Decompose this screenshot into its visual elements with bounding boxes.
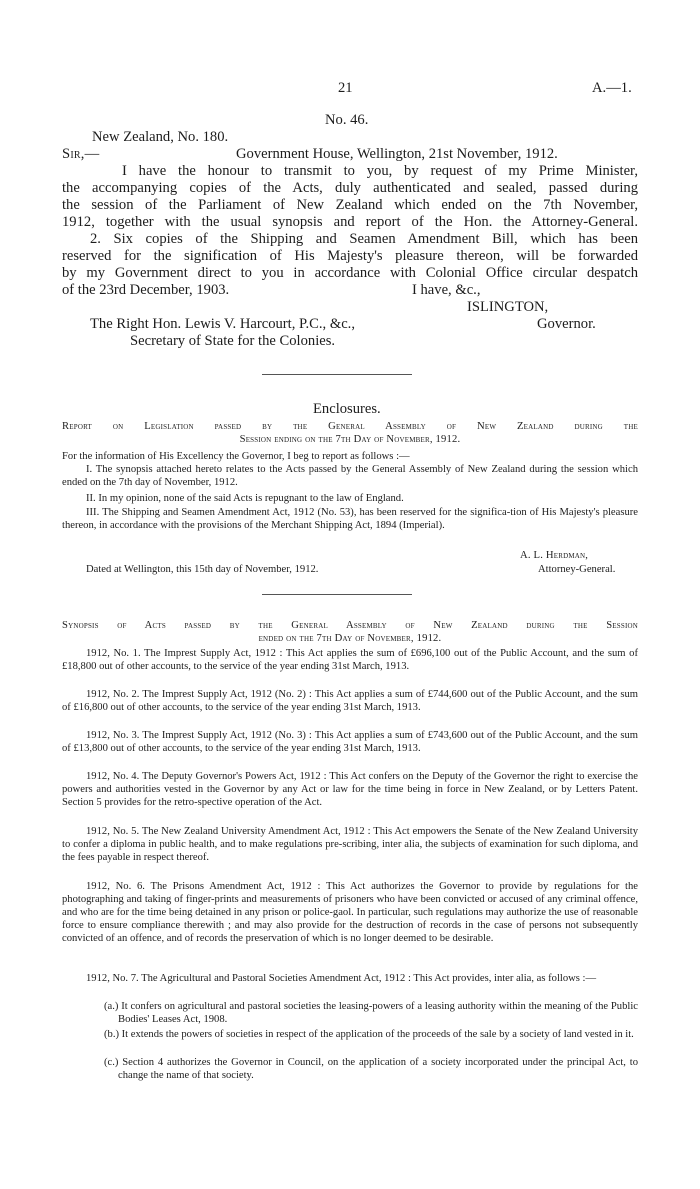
page-number: 21 (338, 80, 353, 96)
letter-addressee: The Right Hon. Lewis V. Harcourt, P.C., &c., (90, 316, 355, 332)
act-entry: 1912, No. 4. The Deputy Governor's Powers Act, 1912 : This Act confers on the Deputy of the Governor the right to exercise the powers and authorities vested in the Governor by any Act or law for the time being in force in New Zealand, or by Letters Patent. Section 5 provides for the retro-spective operation of the Act. (62, 771, 638, 808)
report-dated: Dated at Wellington, this 15th day of November, 1912. (86, 564, 319, 575)
section-divider (262, 594, 412, 595)
act-entry: 1912, No. 3. The Imprest Supply Act, 1912 (No. 3) : This Act applies a sum of £743,600 out of the Public Account, and the sum of £13,800 out of other accounts, to the service of the year ending 31st March, 1913. (62, 730, 638, 754)
report-title: Report on Legislation passed by the General Assembly of New Zealand during the (62, 421, 638, 432)
letter-line: the accompanying copies of the Acts, duly authenticated and sealed, passed during (62, 180, 638, 196)
letter-closing: I have, &c., (412, 282, 481, 298)
act-entry: 1912, No. 1. The Imprest Supply Act, 1912 : This Act applies the sum of £696,100 out of the Public Account, and the sum of £18,800 out of other accounts, to the service of the year ending 31st March, 1913. (62, 648, 638, 672)
letter-signature: ISLINGTON, (467, 299, 549, 315)
letter-signature-title: Governor. (537, 316, 596, 332)
act-subitem: (c.) Section 4 authorizes the Governor in Council, on the application of a society incorporated under the principal Act, to change the name of that society. (104, 1057, 638, 1081)
report-signer-title: Attorney-General. (538, 564, 616, 575)
letter-number: No. 46. (325, 112, 369, 128)
letter-addressee-title: Secretary of State for the Colonies. (130, 333, 336, 349)
report-item-1: I. The synopsis attached hereto relates to the Acts passed by the General Assembly of New Zealand during the session which ended on the 7th day of November, 1912. (62, 464, 638, 488)
letter-place-date: Government House, Wellington, 21st November, 1912. (236, 146, 558, 162)
letter-line: 1912, together with the usual synopsis and report of the Hon. the Attorney-General. (62, 214, 638, 230)
report-title-line-2: Session ending on the 7th Day of November, 1912. (239, 434, 461, 445)
report-item-3: III. The Shipping and Seamen Amendment Act, 1912 (No. 53), has been reserved for the significa-tion of His Majesty's pleasure thereon, in accordance with the provisions of the Merchant Shipping Act, 1894 (Imperial). (62, 507, 638, 531)
act-entry: 1912, No. 7. The Agricultural and Pastoral Societies Amendment Act, 1912 : This Act provides, inter alia, as follows :— (86, 973, 597, 984)
letter-line: the session of the Parliament of New Zealand which ended on the 7th November, (62, 197, 638, 213)
report-item-2: II. In my opinion, none of the said Acts is repugnant to the law of England. (86, 493, 404, 504)
act-subitem: (b.) It extends the powers of societies in respect of the application of the proceeds of the sale by a society of land vested in it. (104, 1029, 634, 1040)
synopsis-title: Synopsis of Acts passed by the General Assembly of New Zealand during the Session (62, 620, 638, 631)
act-entry: 1912, No. 5. The New Zealand University Amendment Act, 1912 : This Act empowers the Senate of the New Zealand University to confer a diploma in public health, and to make regulations pre-scribing, inter alia, the subjects of examination for such diploma, and the fees payable in respect thereof. (62, 826, 638, 863)
letter-salutation: Sir,— (62, 146, 100, 162)
enclosures-heading: Enclosures. (313, 401, 381, 417)
report-intro: For the information of His Excellency the Governor, I beg to report as follows :— (62, 451, 410, 462)
letter-line: I have the honour to transmit to you, by request of my Prime Minister, (122, 163, 638, 179)
report-signer: A. L. Herdman, (520, 550, 589, 561)
act-entry: 1912, No. 2. The Imprest Supply Act, 1912 (No. 2) : This Act applies a sum of £744,600 out of the Public Account, and the sum of £16,800 out of other accounts, to the service of the year ending 31st March, 1913. (62, 689, 638, 713)
letter-line: reserved for the signification of His Majesty's pleasure thereon, will be forwarded (62, 248, 638, 264)
letter-country-ref: New Zealand, No. 180. (92, 129, 229, 145)
letter-line: of the 23rd December, 1903. (62, 282, 230, 298)
synopsis-title-line-2: ended on the 7th Day of November, 1912. (258, 633, 442, 644)
act-subitem: (a.) It confers on agricultural and pastoral societies the leasing-powers of a leasing authority within the meaning of the Public Bodies' Leases Act, 1908. (104, 1001, 638, 1025)
document-reference: A.—1. (592, 80, 632, 96)
act-entry: 1912, No. 6. The Prisons Amendment Act, 1912 : This Act authorizes the Governor to provide by regulations for the photographing and taking of finger-prints and measurements of prisoners who have been convicted or accused of any criminal offence, and who are for the time being detained in any prison or police-gaol. In particular, such regulations may authorize the use of reasonable force to ensure compliance therewith ; and may also provide for the destruction of records in the case of persons not subsequently convicted of an offence, and of records the preservation of which is no longer deemed to be desirable. (62, 881, 638, 944)
letter-line: by my Government direct to you in accordance with Colonial Office circular despatch (62, 265, 638, 281)
letter-line: 2. Six copies of the Shipping and Seamen Amendment Bill, which has been (90, 231, 638, 247)
section-divider (262, 374, 412, 375)
